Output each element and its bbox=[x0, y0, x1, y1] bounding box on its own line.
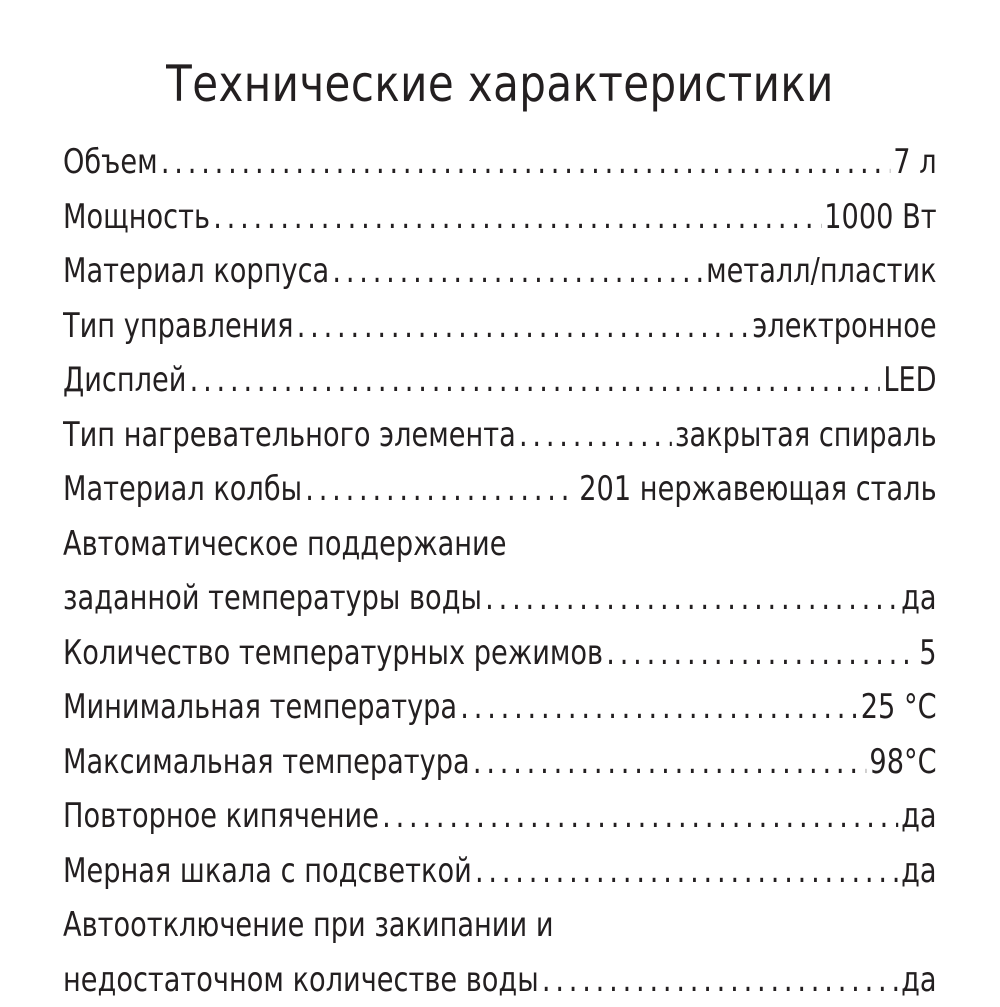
spec-row-auto-off bbox=[63, 953, 937, 1007]
dot-leader bbox=[485, 571, 898, 626]
dot-leader bbox=[475, 844, 898, 899]
spec-label: недостаточном количестве воды bbox=[63, 953, 539, 1007]
dot-leader bbox=[190, 353, 880, 408]
spec-value: LED bbox=[883, 353, 936, 408]
spec-label: Материал корпуса bbox=[63, 244, 329, 299]
spec-row-display bbox=[63, 353, 937, 408]
spec-row-temp-modes bbox=[63, 626, 937, 681]
dot-leader bbox=[305, 462, 576, 517]
spec-label: Тип нагревательного элемента bbox=[63, 408, 516, 463]
spec-value: да bbox=[901, 571, 936, 626]
specs-list bbox=[63, 135, 937, 1007]
spec-row-max-temp bbox=[63, 735, 937, 790]
spec-value: электронное bbox=[752, 299, 936, 354]
spec-row-body-material bbox=[63, 244, 937, 299]
spec-row-scale-backlight bbox=[63, 844, 937, 899]
spec-label: Автоотключение при закипании и bbox=[63, 898, 554, 953]
dot-leader bbox=[473, 735, 866, 790]
spec-value: 7 л bbox=[893, 135, 936, 190]
spec-label: Дисплей bbox=[63, 353, 186, 408]
dot-leader bbox=[332, 244, 703, 299]
spec-row-auto-off-label bbox=[63, 898, 937, 953]
dot-leader bbox=[161, 135, 890, 190]
dot-leader bbox=[519, 408, 672, 463]
spec-row-auto-keep-warm-label bbox=[63, 517, 937, 572]
spec-label: Автоматическое поддержание bbox=[63, 517, 506, 572]
spec-value: металл/пластик bbox=[706, 244, 936, 299]
spec-row-power bbox=[63, 190, 937, 245]
spec-value: 25 °С bbox=[861, 680, 937, 735]
spec-value: да bbox=[901, 789, 936, 844]
dot-leader bbox=[382, 789, 898, 844]
spec-row-flask-material bbox=[63, 462, 937, 517]
spec-value: 1000 Вт bbox=[824, 190, 936, 245]
spec-label: Минимальная температура bbox=[63, 680, 457, 735]
spec-row-auto-keep-warm bbox=[63, 571, 937, 626]
dot-leader bbox=[606, 626, 916, 681]
spec-row-reboil bbox=[63, 789, 937, 844]
spec-label: Количество температурных режимов bbox=[63, 626, 603, 681]
spec-label: Мощность bbox=[63, 190, 210, 245]
spec-label: Максимальная температура bbox=[63, 735, 470, 790]
dot-leader bbox=[542, 953, 898, 1007]
spec-label: Объем bbox=[63, 135, 158, 190]
spec-value: 5 bbox=[919, 626, 936, 681]
spec-label: Тип управления bbox=[63, 299, 294, 354]
dot-leader bbox=[213, 190, 821, 245]
spec-row-min-temp bbox=[63, 680, 937, 735]
spec-row-control-type bbox=[63, 299, 937, 354]
spec-row-heating-element bbox=[63, 408, 937, 463]
spec-value: да bbox=[901, 844, 936, 899]
spec-value: 201 нержавеющая сталь bbox=[579, 462, 936, 517]
dot-leader bbox=[460, 680, 857, 735]
dot-leader bbox=[297, 299, 750, 354]
spec-label: заданной температуры воды bbox=[63, 571, 482, 626]
spec-label: Повторное кипячение bbox=[63, 789, 379, 844]
spec-row-volume bbox=[63, 135, 937, 190]
page-title: Технические характеристики bbox=[80, 44, 920, 124]
spec-value: 98°С bbox=[869, 735, 936, 790]
spec-value: закрытая спираль bbox=[675, 408, 937, 463]
spec-label: Материал колбы bbox=[63, 462, 302, 517]
spec-value: да bbox=[901, 953, 936, 1007]
spec-label: Мерная шкала с подсветкой bbox=[63, 844, 472, 899]
